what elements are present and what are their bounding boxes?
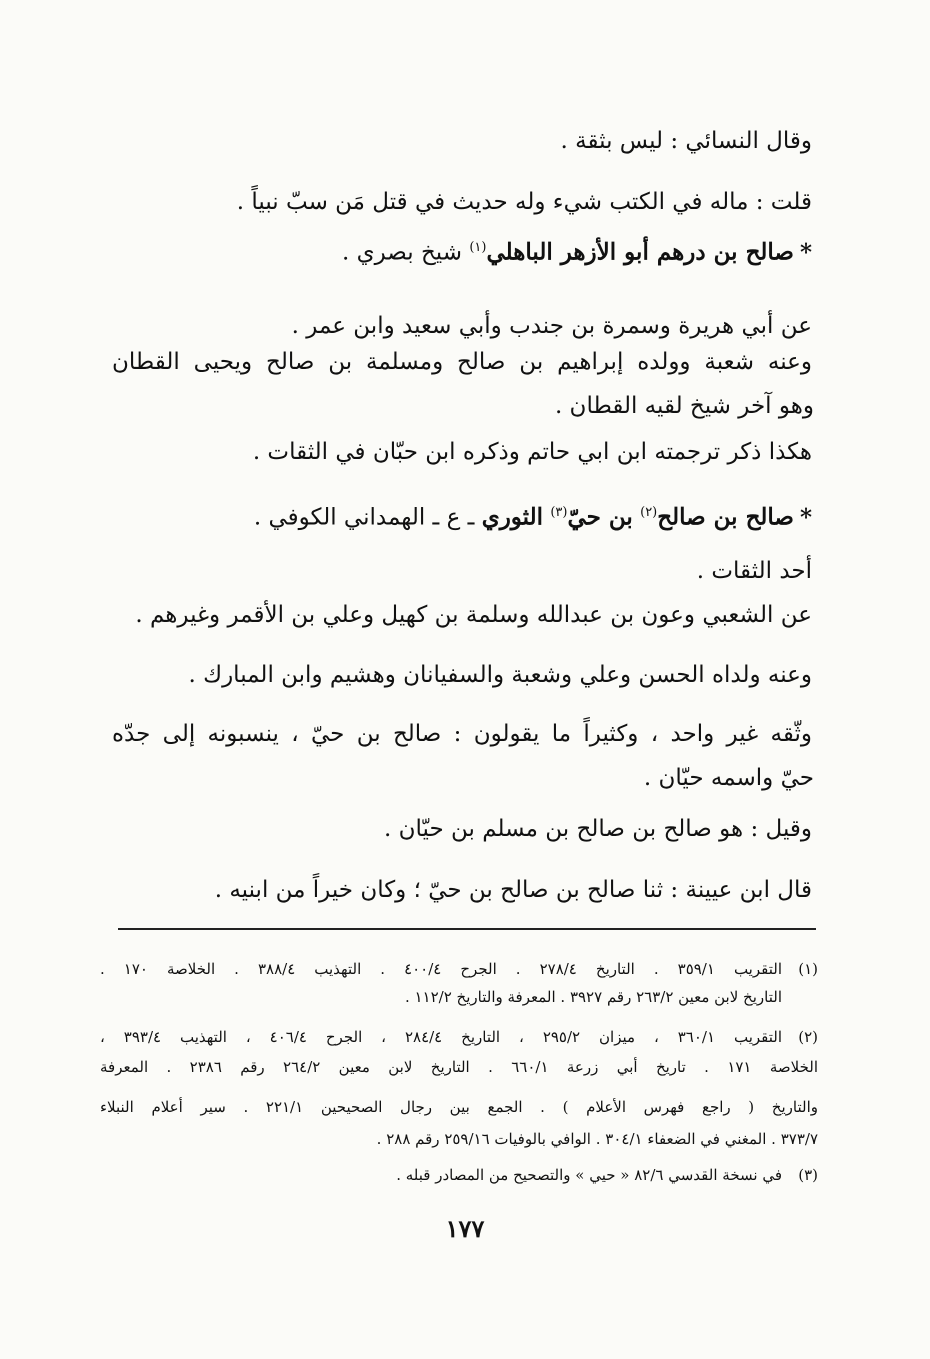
entry-marker: * [799,503,812,531]
body-line: وقال النسائي : ليس بثقة . [560,128,812,154]
body-line: وقيل : هو صالح بن صالح بن مسلم بن حيّان . [384,816,812,842]
body-line: حيّ واسمه حيّان . [643,765,814,791]
footnote-ref: (٣) [550,505,568,520]
body-line: قلت : ماله في الكتب شيء وله حديث في قتل مَن سبّ نبياً . [236,189,812,215]
footnote-number: (١) [798,960,818,978]
body-line: وعنه ولداه الحسن وعلي وشعبة والسفيانان وهشيم وابن المبارك . [188,662,812,688]
body-line: وثّقه غير واحد ، وكثيراً ما يقولون : صالح بن حيّ ، ينسبونه إلى جدّه [112,721,812,747]
footnote-line: التقريب ٣٥٩/١ . التاريخ ٢٧٨/٤ . الجرح ٤٠٠/٤ . التهذيب ٣٨٨/٤ . الخلاصة ١٧٠ . [100,960,782,978]
footnote-number: (٣) [798,1166,818,1184]
body-line: وهو آخر شيخ لقيه القطان . [554,393,814,419]
footnote-ref: (٢) [640,505,658,520]
body-line: عن أبي هريرة وسمرة بن جندب وأبي سعيد وابن عمر . [291,313,812,339]
narrator-name-cont: بن حيّ [567,503,633,531]
narrator-name: صالح بن صالح [657,503,794,531]
body-line: أحد الثقات . [696,558,812,584]
footnote-line: التاريخ لابن معين ٢٦٣/٢ رقم ٣٩٢٧ . المعرفة والتاريخ ١١٢/٢ . [404,988,782,1006]
entry-heading [112,497,812,534]
narrator-name: صالح بن درهم أبو الأزهر الباهلي [486,238,794,266]
body-line: قال ابن عيينة : ثنا صالح بن صالح بن حيّ ؛ وكان خيراً من ابنيه . [214,877,812,903]
body-line: هكذا ذكر ترجمته ابن ابي حاتم وذكره ابن حبّان في الثقات . [252,439,812,465]
footnote-line: والتاريخ ( راجع فهرس الأعلام ) . الجمع بين رجال الصحيحين ٢٢١/١ . سير أعلام النبلاء [100,1098,818,1116]
footnote-ref: (١) [469,240,487,255]
entry-description: شيخ بصري . [341,239,463,266]
entry-description: ـ ع ـ الهمداني الكوفي . [253,504,475,531]
footnote-line: في نسخة القدسي ٨٢/٦ « حيي » والتصحيح من المصادر قبله . [396,1166,782,1184]
entry-marker: * [799,238,812,266]
footnote-number: (٢) [798,1028,818,1046]
footnote-separator [118,928,816,930]
footnote-line: التقريب ٣٦٠/١ ، ميزان ٢٩٥/٢ ، التاريخ ٢٨٤/٤ ، الجرح ٤٠٦/٤ ، التهذيب ٣٩٣/٤ ، [100,1028,782,1046]
entry-heading [112,232,812,269]
page-number: ١٧٧ [445,1214,485,1243]
body-line: عن الشعبي وعون بن عبدالله وسلمة بن كهيل وعلي بن الأقمر وغيرهم . [135,602,812,628]
footnote-line: الخلاصة ١٧١ . تاريخ أبي زرعة ٦٦٠/١ . التاريخ لابن معين ٢٦٤/٢ رقم ٢٣٨٦ . المعرفة [100,1058,819,1076]
footnote-line: ٣٧٣/٧ . المغني في الضعفاء ٣٠٤/١ . الوافي بالوفيات ٢٥٩/١٦ رقم ٢٨٨ . [376,1130,818,1148]
body-line: وعنه شعبة وولده إبراهيم بن صالح ومسلمة بن صالح ويحيى القطان [112,349,812,375]
narrator-nisba: الثوري [481,503,544,531]
